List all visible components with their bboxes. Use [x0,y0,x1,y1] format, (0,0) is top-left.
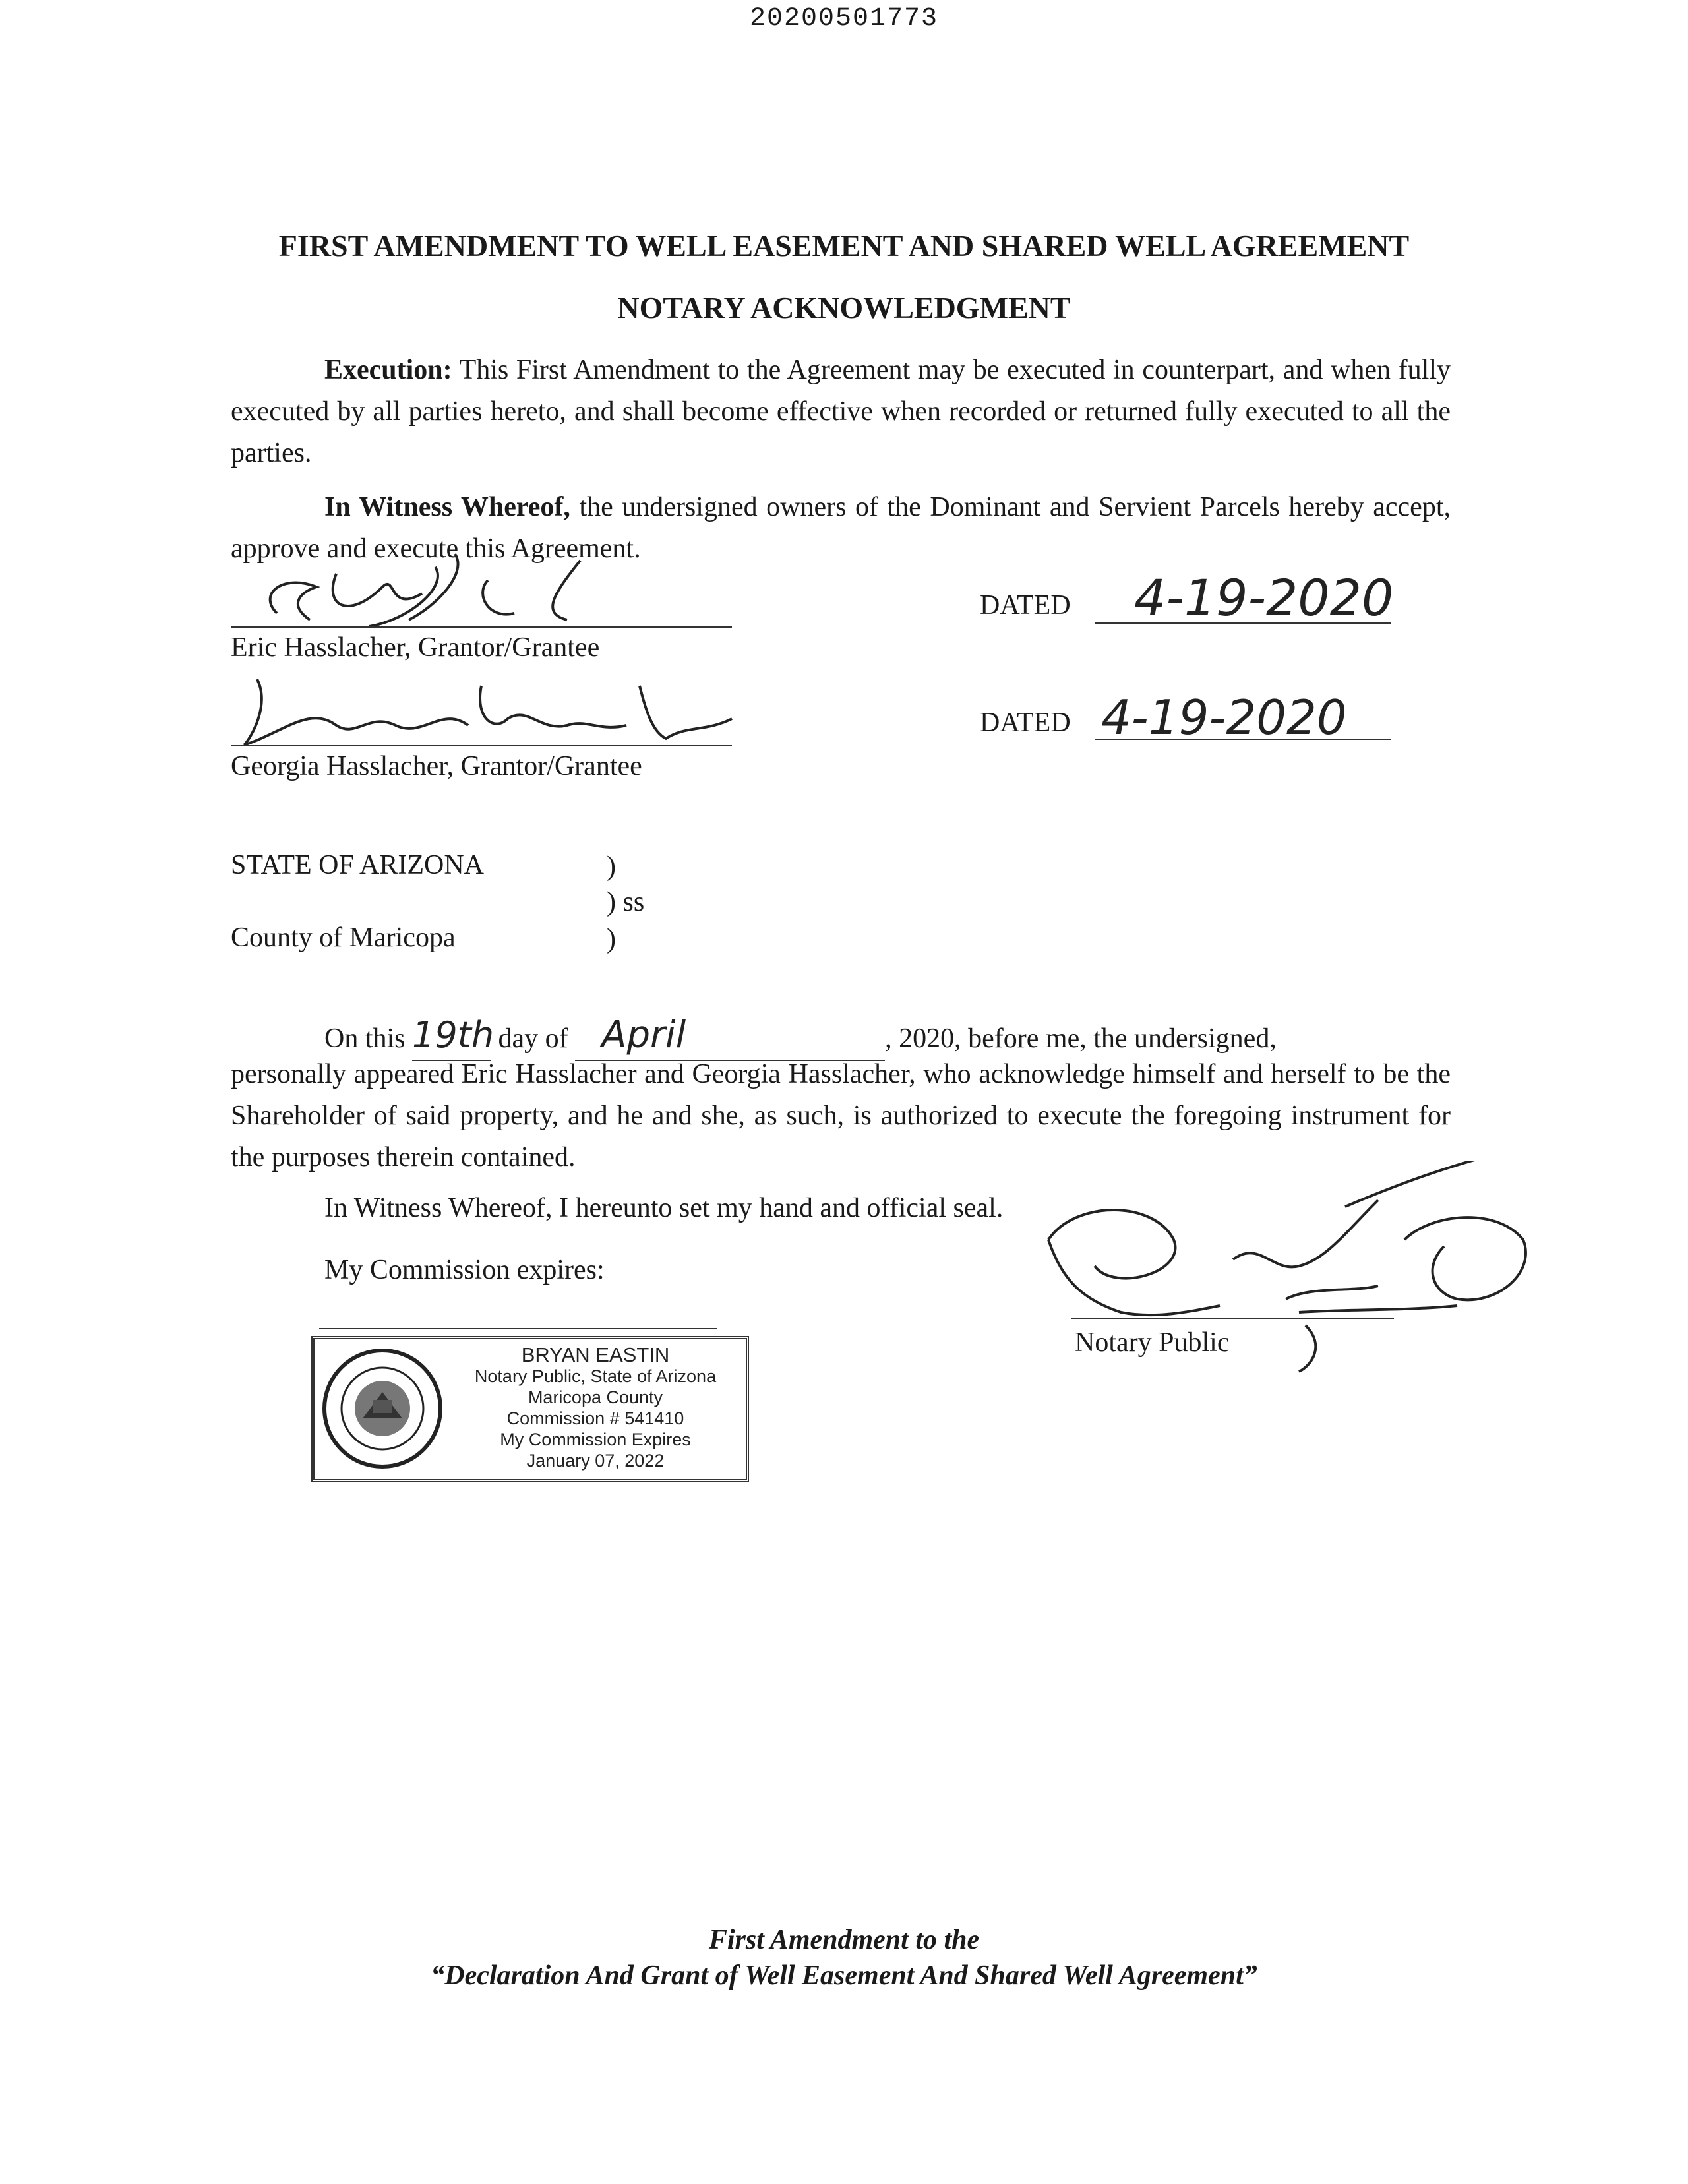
state-seal-icon [320,1346,445,1471]
dated-label-2: DATED [980,708,1071,738]
document-number: 20200501773 [749,4,939,34]
signer-label-1: Eric Hasslacher, Grantor/Grantee [231,632,600,663]
grantor-signature-1 [237,547,712,640]
commission-line [319,1328,717,1329]
document-subtitle: NOTARY ACKNOWLEDGMENT [617,291,1071,324]
execution-paragraph [231,349,1451,474]
venue-paren-open: ) [607,851,616,882]
venue-ss: ) ss [607,887,645,917]
footer-line-1: First Amendment to the [708,1925,980,1955]
stamp-county: Maricopa County [528,1387,663,1407]
ack-day-of: day of [498,1023,568,1054]
stamp-expires-label: My Commission Expires [500,1430,691,1449]
handwritten-date-2: 4-19-2020 [1101,690,1347,745]
ack-on-this: On this [324,1023,406,1054]
handwritten-day: 19th [412,1014,495,1056]
signer-label-2: Georgia Hasslacher, Grantor/Grantee [231,751,642,781]
commission-label: My Commission expires: [324,1255,605,1285]
venue-paren-close: ) [607,924,616,954]
signature-line-1 [231,626,732,628]
witness-text: the undersigned owners of the Dominant and Servient Parcels hereby accept, approve and execute this Agreement. [231,492,1451,564]
stamp-commission: Commission # 541410 [506,1409,684,1428]
execution-text: This First Amendment to the Agreement may be executed in counterpart, and when fully executed by all parties hereto, and shall become effective when recorded or returned fully executed to all the parties. [231,355,1451,468]
stamp-expires-date: January 07, 2022 [526,1451,665,1471]
stamp-title: Notary Public, State of Arizona [474,1366,717,1386]
stamp-name: BRYAN EASTIN [521,1343,670,1366]
notary-signature-line [1071,1318,1394,1319]
handwritten-month: April [601,1014,686,1056]
document-title: FIRST AMENDMENT TO WELL EASEMENT AND SHARED WELL AGREEMENT [278,229,1410,262]
venue-county: County of Maricopa [231,923,456,953]
venue-state: STATE OF ARIZONA [231,850,484,880]
acknowledgment-paragraph: personally appeared Eric Hasslacher and Georgia Hasslacher, who acknowledge himself and herself to be the Shareholder of said property, and he and she, as such, is authorized to execute the foregoing instrument for the purposes therein contained. [231,1059,1451,1172]
notary-stamp [311,1336,749,1482]
ack-after: , 2020, before me, the undersigned, [885,1023,1277,1054]
signature-line-2 [231,745,732,746]
execution-label: Execution: [324,355,452,385]
dated-label-1: DATED [980,590,1071,621]
handwritten-date-1: 4-19-2020 [1134,568,1394,627]
stamp-text [444,1345,747,1471]
notary-public-label: Notary Public [1075,1327,1230,1358]
witness-label: In Witness Whereof, [324,492,570,522]
notary-witness-line: In Witness Whereof, I hereunto set my hand and official seal. [324,1193,1004,1223]
grantor-signature-2 [231,666,745,752]
footer-line-2: “Declaration And Grant of Well Easement And Shared Well Agreement” [431,1960,1257,1991]
